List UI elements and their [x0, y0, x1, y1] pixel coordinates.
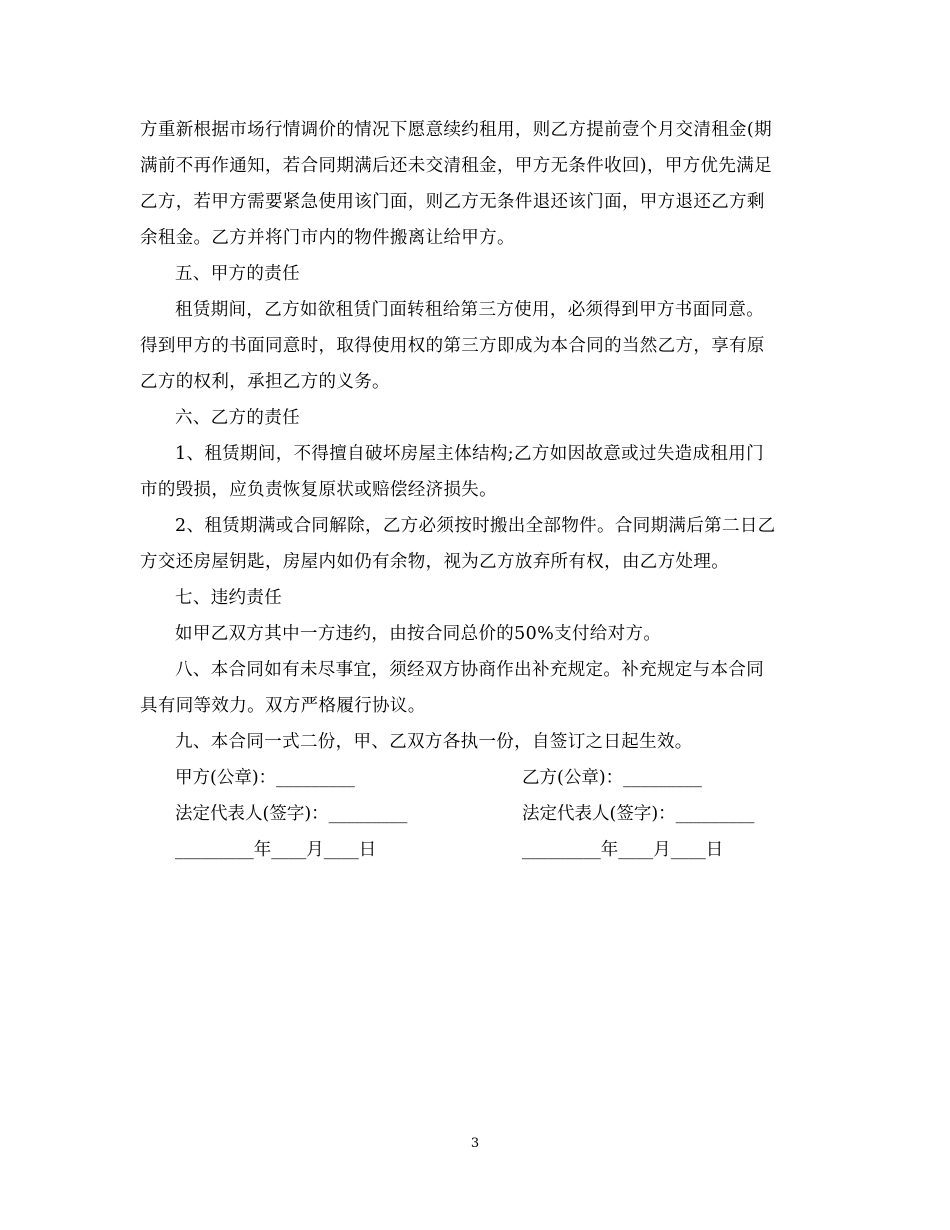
section-heading-6: 六、乙方的责任 [175, 408, 300, 428]
paragraph-line: 得到甲方的书面同意时，取得使用权的第三方即成为本合同的当然乙方，享有原 [140, 336, 765, 356]
paragraph-line: 方重新根据市场行情调价的情况下愿意续约租用，则乙方提前壹个月交清租金(期 [140, 120, 772, 140]
document-body [140, 112, 805, 868]
signature-row-seal [140, 760, 805, 796]
party-a-representative-field: 法定代表人(签字)：_________ [175, 804, 408, 824]
paragraph-line: 满前不再作通知，若合同期满后还未交清租金，甲方无条件收回)，甲方优先满足 [140, 156, 772, 176]
page-number: 3 [470, 1136, 480, 1151]
paragraph-line: 乙方，若甲方需要紧急使用该门面，则乙方无条件退还该门面，甲方退还乙方剩 [140, 192, 765, 212]
paragraph-line: 方交还房屋钥匙，房屋内如仍有余物，视为乙方放弃所有权，由乙方处理。 [140, 552, 730, 572]
party-b-date-field: _________年____月____日 [522, 840, 724, 860]
party-b-representative-field: 法定代表人(签字)：_________ [522, 804, 755, 824]
section-heading-9: 九、本合同一式二份，甲、乙双方各执一份，自签订之日起生效。 [175, 732, 693, 752]
section-heading-8: 八、本合同如有未尽事宜，须经双方协商作出补充规定。补充规定与本合同 [175, 660, 765, 680]
paragraph-line: 1、租赁期间，不得擅自破坏房屋主体结构;乙方如因故意或过失造成租用门 [175, 444, 764, 464]
party-b-seal-field: 乙方(公章)：_________ [522, 768, 702, 788]
paragraph-line: 乙方的权利，承担乙方的义务。 [140, 372, 390, 392]
paragraph-line: 具有同等效力。双方严格履行协议。 [140, 696, 426, 716]
signature-row-representative [140, 796, 805, 832]
section-heading-5: 五、甲方的责任 [175, 264, 300, 284]
paragraph-line: 租赁期间，乙方如欲租赁门面转租给第三方使用，必须得到甲方书面同意。 [175, 300, 765, 320]
section-heading-7: 七、违约责任 [175, 588, 283, 608]
party-a-seal-field: 甲方(公章)：_________ [175, 768, 355, 788]
signature-row-date [140, 832, 805, 868]
party-a-date-field: _________年____月____日 [175, 840, 377, 860]
paragraph-line: 2、租赁期满或合同解除，乙方必须按时搬出全部物件。合同期满后第二日乙 [175, 516, 776, 536]
paragraph-line: 市的毁损，应负责恢复原状或赔偿经济损失。 [140, 480, 497, 500]
paragraph-line: 如甲乙双方其中一方违约，由按合同总价的50%支付给对方。 [175, 624, 662, 644]
paragraph-line: 余租金。乙方并将门市内的物件搬离让给甲方。 [140, 228, 515, 248]
